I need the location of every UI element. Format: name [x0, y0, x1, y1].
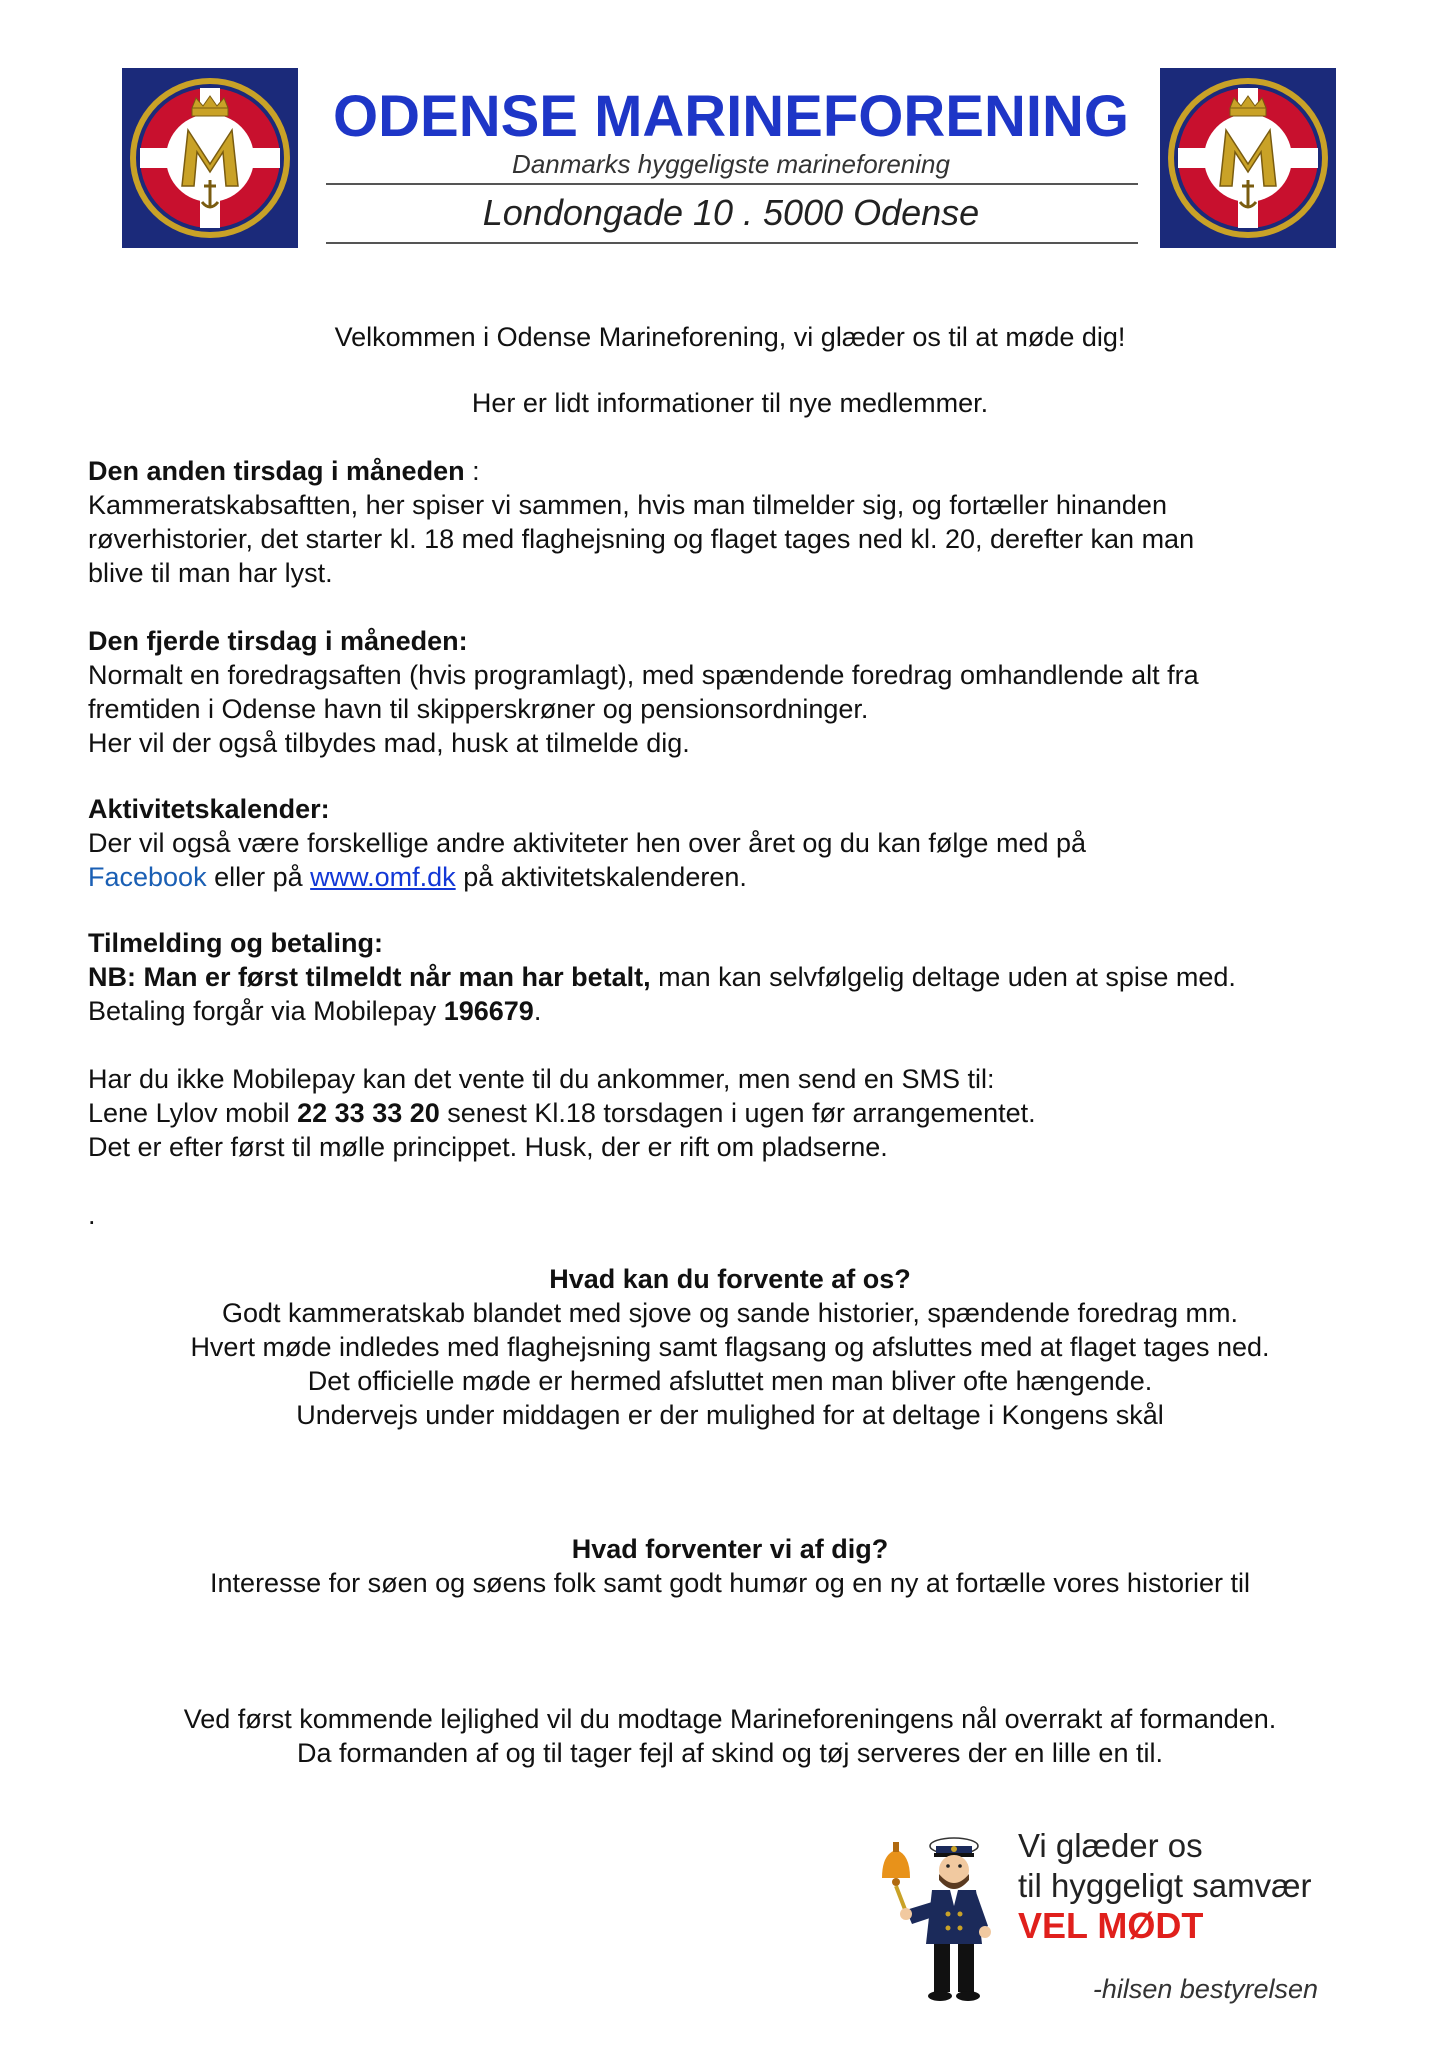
stray-dot: . — [88, 1200, 96, 1230]
club-emblem-right — [1160, 68, 1336, 248]
header-title: ODENSE MARINEFORENING — [333, 84, 1129, 149]
body-line: blive til man har lyst. — [88, 558, 333, 588]
closing-line: Vi glæder os — [1018, 1827, 1203, 1864]
sailor-with-bell-illustration — [876, 1826, 1022, 2006]
mobilepay-number: 196679 — [443, 996, 534, 1026]
signature: -hilsen bestyrelsen — [1092, 1974, 1318, 2004]
contact-phone: 22 33 33 20 — [297, 1098, 440, 1128]
section-registration — [88, 926, 1388, 1028]
club-emblem-left — [122, 68, 298, 248]
body-line: Her vil der også tilbydes mad, husk at tilmelde dig. — [88, 728, 690, 758]
body-line: Da formanden af og til tager fejl af skind og tøj serveres der en lille en til. — [297, 1738, 1163, 1768]
body-line: fremtiden i Odense havn til skipperskrøner og pensionsordninger. — [88, 694, 869, 724]
body-line: Undervejs under middagen er der mulighed for at deltage i Kongens skål — [296, 1400, 1164, 1430]
body-line: Ved først kommende lejlighed vil du modtage Marineforeningens nål overrakt af formanden. — [183, 1704, 1277, 1734]
body-line: Der vil også være forskellige andre aktiviteter hen over året og du kan følge med på — [88, 828, 1087, 858]
closing-welcome: VEL MØDT — [1018, 1905, 1204, 1946]
section-expect-from-you — [90, 1532, 1370, 1600]
section-fourth-tuesday — [88, 624, 1368, 760]
body-line: Godt kammeratskab blandet med sjove og sande historier, spændende foredrag mm. — [221, 1298, 1239, 1328]
section-second-tuesday — [88, 454, 1368, 590]
header-rule-top — [326, 183, 1138, 185]
closing-line: til hyggeligt samvær — [1018, 1867, 1312, 1904]
section-sms — [88, 1062, 1388, 1164]
body-line: Hvert møde indledes med flaghejsning samt flagsang og afsluttes med at flaget tages ned. — [190, 1332, 1270, 1362]
body-line: Betaling forgår via Mobilepay 196679. — [88, 996, 542, 1026]
body-line: Det officielle møde er hermed afsluttet men man bliver ofte hængende. — [307, 1366, 1153, 1396]
section-heading: Tilmelding og betaling: — [88, 928, 383, 958]
body-line: røverhistorier, det starter kl. 18 med flaghejsning og flaget tages ned kl. 20, derefter kan man — [88, 524, 1195, 554]
section-activity-calendar — [88, 792, 1368, 894]
header-address: Londongade 10 . 5000 Odense — [482, 192, 980, 233]
welcome-line: Velkommen i Odense Marineforening, vi glæder os til at møde dig! — [334, 322, 1126, 352]
body-line: Facebook eller på www.omf.dk på aktivitetskalenderen. — [88, 862, 747, 892]
body-line: Interesse for søen og søens folk samt godt humør og en ny at fortælle vores historier til — [210, 1568, 1250, 1598]
facebook-link[interactable]: Facebook — [88, 862, 207, 892]
section-expect-from-us — [90, 1262, 1370, 1432]
header-rule-bottom — [326, 242, 1138, 244]
body-line: Har du ikke Mobilepay kan det vente til du ankommer, men send en SMS til: — [88, 1064, 995, 1094]
section-heading: Hvad kan du forvente af os? — [549, 1264, 911, 1294]
website-link[interactable]: www.omf.dk — [310, 862, 456, 892]
section-heading: Hvad forventer vi af dig? — [571, 1534, 889, 1564]
body-line: NB: Man er først tilmeldt når man har betalt, man kan selvfølgelig deltage uden at spise med. — [88, 962, 1236, 992]
body-line: Normalt en foredragsaften (hvis programlagt), med spændende foredrag omhandlende alt fra — [88, 660, 1199, 690]
section-heading: Aktivitetskalender: — [88, 794, 330, 824]
section-heading: Den anden tirsdag i måneden : — [88, 456, 480, 486]
section-heading: Den fjerde tirsdag i måneden: — [88, 626, 468, 656]
body-line: Det er efter først til mølle princippet. Husk, der er rift om pladserne. — [88, 1132, 888, 1162]
header-subtitle: Danmarks hyggeligste marineforening — [512, 149, 950, 179]
closing-message — [1018, 1826, 1348, 1946]
section-pin — [90, 1702, 1370, 1770]
info-line: Her er lidt informationer til nye medlemmer. — [471, 388, 989, 418]
body-line: Kammeratskabsaftten, her spiser vi sammen, hvis man tilmelder sig, og fortæller hinanden — [88, 490, 1167, 520]
body-line: Lene Lylov mobil 22 33 33 20 senest Kl.18 torsdagen i ugen før arrangementet. — [88, 1098, 1036, 1128]
